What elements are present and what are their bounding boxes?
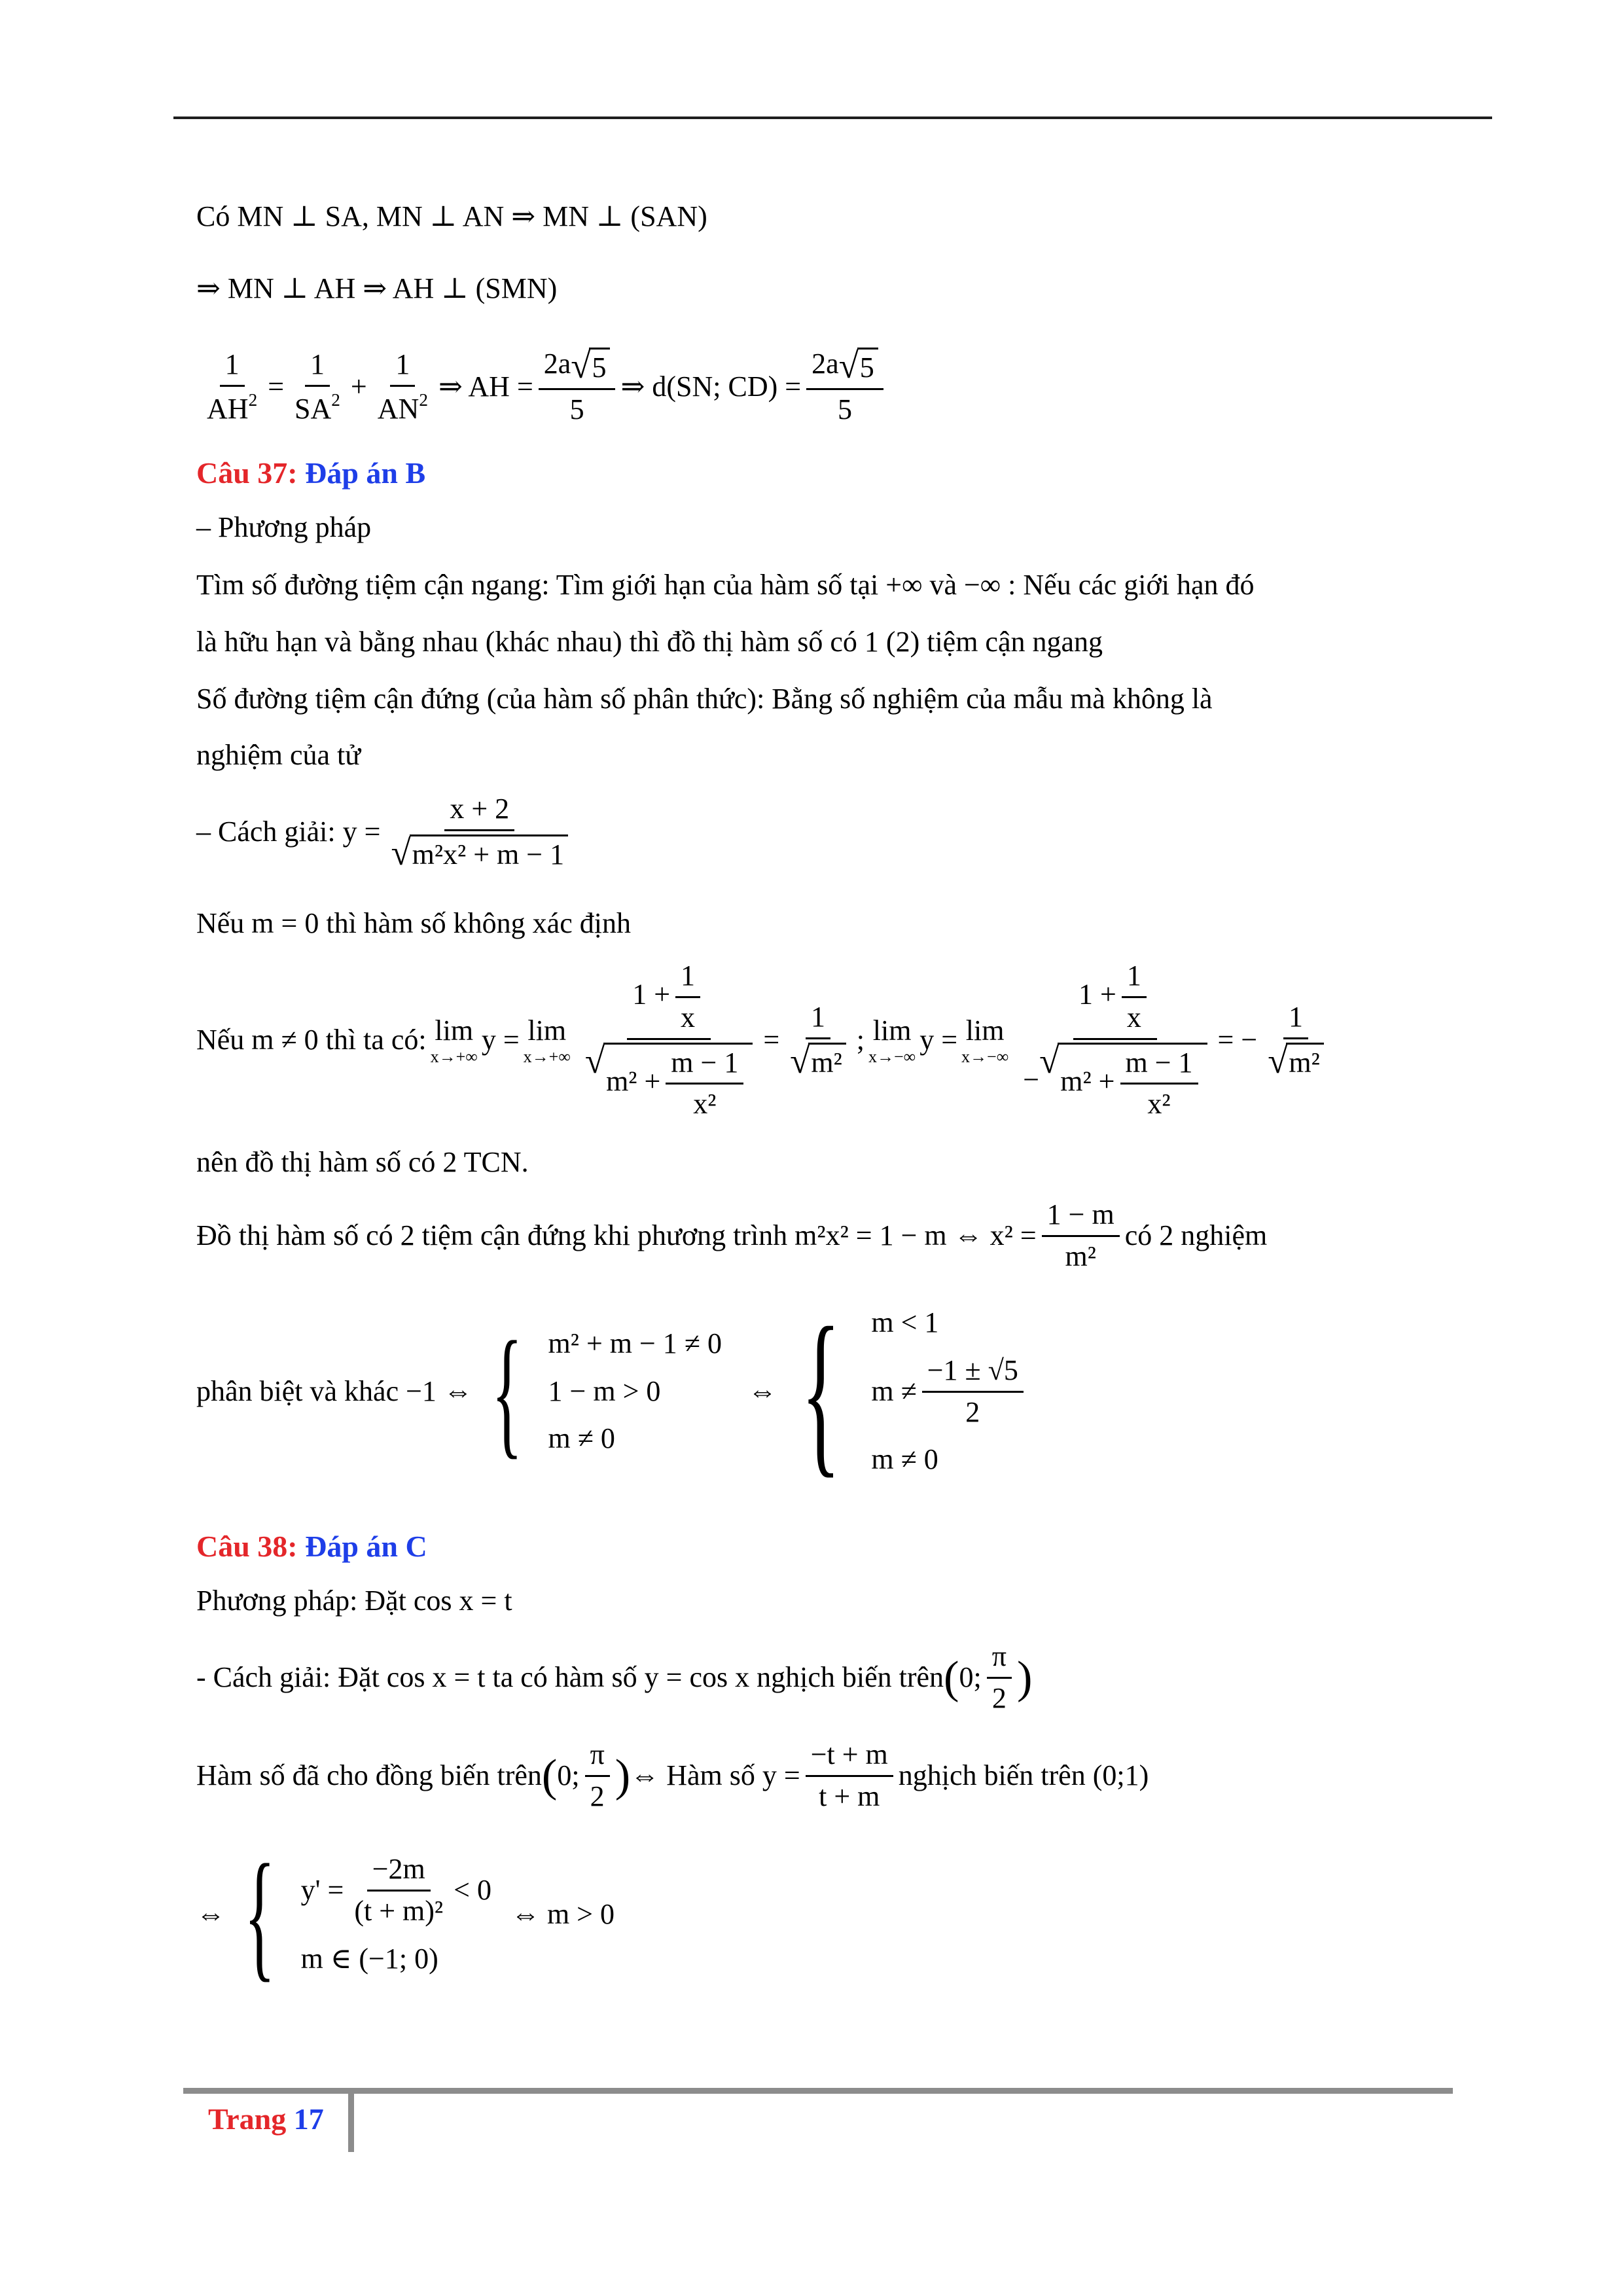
q37-m-zero: Nếu m = 0 thì hàm số không xác định bbox=[196, 907, 631, 939]
q37-method-title: – Phương pháp bbox=[196, 511, 372, 543]
q38-solution: - Cách giải: Đặt cos x = t ta có hàm số y = cos x nghịch biến trên ( 0; $\frac{\pi}{2}$ ) bbox=[196, 1640, 1033, 1714]
q37-method-p2a: Số đường tiệm cận đứng (của hàm số phân thức): Bằng số nghiệm của mẫu mà không là bbox=[196, 683, 1213, 715]
q38-header: Câu 38: Đáp án C bbox=[196, 1530, 427, 1563]
page-footer: Trang 17 bbox=[208, 2102, 324, 2136]
q37-systems: phân biệt và khác −1 ⇔ { m² + m − 1 ≠ 0 1 − m > 0 m ≠ 0 ⇔ { m < 1 m ≠ $\frac{-1 \pm √5}{2}$ m ≠ 0 bbox=[196, 1299, 1029, 1484]
q38-system: ⇔ { y' = $\frac{-2m}{\text{(t + m)²}}$ < 0 m ∈ (−1; 0) ⇔ m > 0 bbox=[196, 1835, 615, 1994]
q37-limits: Nếu m ≠ 0 thì ta có: lim x→+∞ y = lim x→+∞ 1 + $\frac{1}{x}$ √ m² + $\frac{m - 1}{\text{x²}}$ = 1 √ m² ; lim x→−∞ y = lim x→−∞ 1 + $\frac{1}{x}$ − √ m² + $\frac{m - 1}{\text{x²}}$ = − 1 √ m² bbox=[196, 959, 1334, 1122]
q37-tcn: nên đồ thị hàm số có 2 TCN. bbox=[196, 1146, 529, 1178]
q37-solution: – Cách giải: y = x + 2 √ m²x² + m − 1 bbox=[196, 792, 579, 872]
q37-system-1: { m² + m − 1 ≠ 0 1 − m > 0 m ≠ 0 bbox=[491, 1312, 722, 1472]
q38-method: Phương pháp: Đặt cos x = t bbox=[196, 1585, 512, 1617]
footer-divider bbox=[348, 2093, 354, 2152]
header-rule bbox=[173, 117, 1492, 119]
intro-line-2: ⇒ MN ⊥ AH ⇒ AH ⊥ (SMN) bbox=[196, 272, 558, 304]
q37-tcd: Đồ thị hàm số có 2 tiệm cận đứng khi phương trình m²x² = 1 − m ⇔ x² = $\frac{1 - m}{\text{m²}}$ có 2 nghiệm bbox=[196, 1198, 1268, 1272]
q38-line-2: Hàm số đã cho đồng biến trên ( 0; $\frac{\pi}{2}$ ) ⇔ Hàm số y = $\frac{-t + m}{t + m}$ nghịch biến trên (0;1) bbox=[196, 1738, 1149, 1812]
q37-header: Câu 37: Đáp án B bbox=[196, 456, 426, 490]
intro-line-1: Có MN ⊥ SA, MN ⊥ AN ⇒ MN ⊥ (SAN) bbox=[196, 200, 707, 232]
q37-method-p1a: Tìm số đường tiệm cận ngang: Tìm giới hạn của hàm số tại +∞ và −∞ : Nếu các giới hạn đó bbox=[196, 569, 1255, 601]
intro-line-3: $\frac{1}{AH^2}$ = $\frac{1}{SA^2}$ + $\frac{1}{AN^2}$ ⇒ AH = 2a √ 5 5 ⇒ d(SN; CD) = 2a √ 5 5 bbox=[196, 347, 889, 427]
q37-method-p2b: nghiệm của tử bbox=[196, 739, 361, 771]
q37-method-p1b: là hữu hạn và bằng nhau (khác nhau) thì đồ thị hàm số có 1 (2) tiệm cận ngang bbox=[196, 626, 1103, 658]
q37-system-2: { m < 1 m ≠ $\frac{-1 \pm √5}{2}$ m ≠ 0 bbox=[777, 1299, 1029, 1484]
footer-rule bbox=[183, 2088, 1453, 2094]
